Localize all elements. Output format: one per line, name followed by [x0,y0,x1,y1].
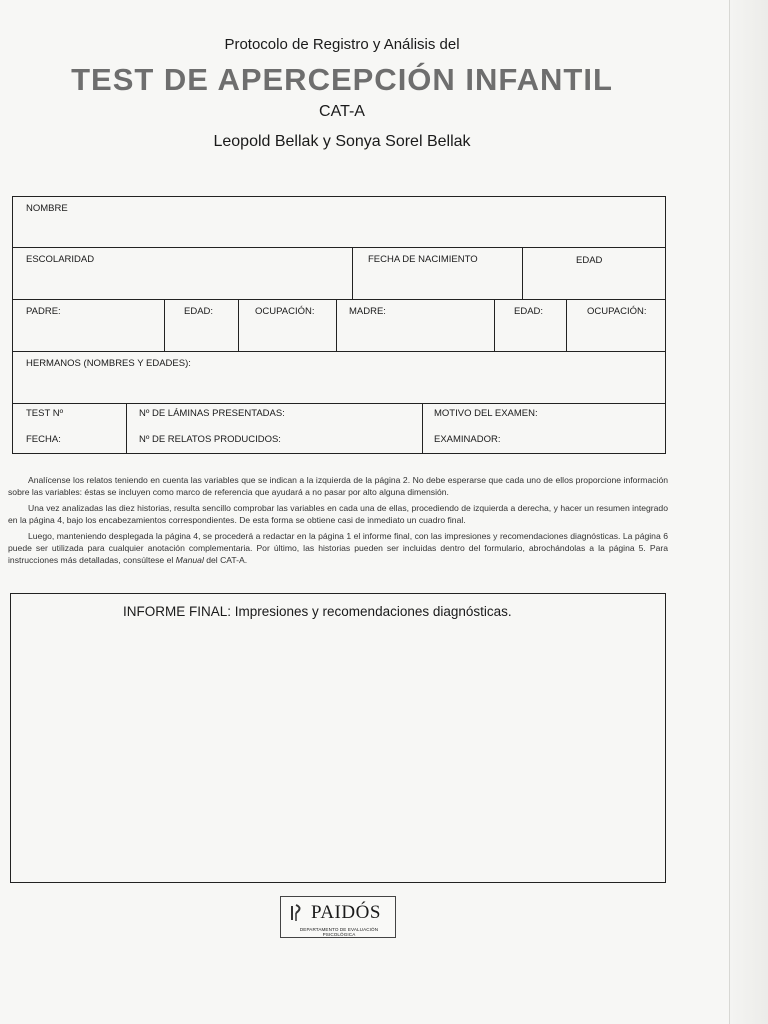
divider [164,299,165,351]
instructions [8,475,668,571]
field-edad[interactable]: EDAD [576,255,603,266]
page-edge [729,0,768,1024]
divider [238,299,239,351]
field-padre-ocupacion[interactable]: OCUPACIÓN: [255,306,315,317]
final-report-title: INFORME FINAL: Impresiones y recomendaciones diagnósticas. [123,604,512,619]
field-fecha[interactable]: FECHA: [26,434,61,445]
paidos-logo [280,896,396,938]
field-nombre[interactable]: NOMBRE [26,203,68,214]
instructions-paragraph: Analícense los relatos teniendo en cuenta las variables que se indican a la izquierda de la página 2. No debe esperarse que cada uno de ellos proporcione información sobre las variables: éstas se incluyen como marco de referencia que ayudará a no pasar por alto alguna dimensión. [8,475,668,497]
document-title: TEST DE APERCEPCIÓN INFANTIL [71,62,613,97]
instructions-paragraph: Una vez analizadas las diez historias, resulta sencillo comprobar las variables en cada una de ellas, procediendo de izquierda a derecha, y hacer un resumen integrado en la página 4, bajo los encabezamientos correspondientes. De esta forma se obtiene casi de inmediato un cuadro final. [8,503,668,525]
field-padre[interactable]: PADRE: [26,306,61,317]
instructions-paragraph [8,531,668,566]
field-relatos[interactable]: Nº DE RELATOS PRODUCIDOS: [139,434,281,445]
field-fecha-nacimiento[interactable]: FECHA DE NACIMIENTO [368,254,478,265]
field-motivo[interactable]: MOTIVO DEL EXAMEN: [434,408,538,419]
divider [566,299,567,351]
field-examinador[interactable]: EXAMINADOR: [434,434,501,445]
divider [352,247,353,299]
authors: Leopold Bellak y Sonya Sorel Bellak [213,133,471,150]
divider [13,403,665,404]
divider [522,247,523,299]
field-laminas[interactable]: Nº DE LÁMINAS PRESENTADAS: [139,408,285,419]
manual-reference: Manual [175,554,204,565]
field-madre[interactable]: MADRE: [349,306,386,317]
divider [13,247,665,248]
field-hermanos[interactable]: HERMANOS (NOMBRES Y EDADES): [26,358,191,369]
field-escolaridad[interactable]: ESCOLARIDAD [26,254,95,265]
field-test-no[interactable]: TEST Nº [26,408,64,419]
divider [336,299,337,351]
field-madre-edad[interactable]: EDAD: [514,306,544,317]
instructions-text: Luego, manteniendo desplegada la página 4, se procederá a redactar en la página 1 el informe final, con las impresiones y recomendaciones diagnósticas. La página 6 puede ser utilizada para cualquier anotación complementaria. Por último, las historias pueden ser incluidas dentro del formulario, abrochándolas a la página 5. Para instrucciones más detalladas, consúltese el [8,531,668,565]
field-padre-edad[interactable]: EDAD: [184,306,214,317]
divider [13,299,665,300]
test-code: CAT-A [319,103,365,120]
divider [126,403,127,454]
field-madre-ocupacion[interactable]: OCUPACIÓN: [587,306,647,317]
protocol-subtitle: Protocolo de Registro y Análisis del [224,36,460,53]
final-report-box[interactable] [10,593,666,883]
divider [13,351,665,352]
publisher-department: DEPARTAMENTO DE EVALUACIÓN PSICOLÓGICA [299,927,379,937]
publisher-name: PAIDÓS [311,902,381,923]
instructions-text: del CAT-A. [203,554,248,565]
divider [494,299,495,351]
identification-form [12,196,666,454]
divider [422,403,423,454]
publisher-mark-icon [289,903,305,923]
